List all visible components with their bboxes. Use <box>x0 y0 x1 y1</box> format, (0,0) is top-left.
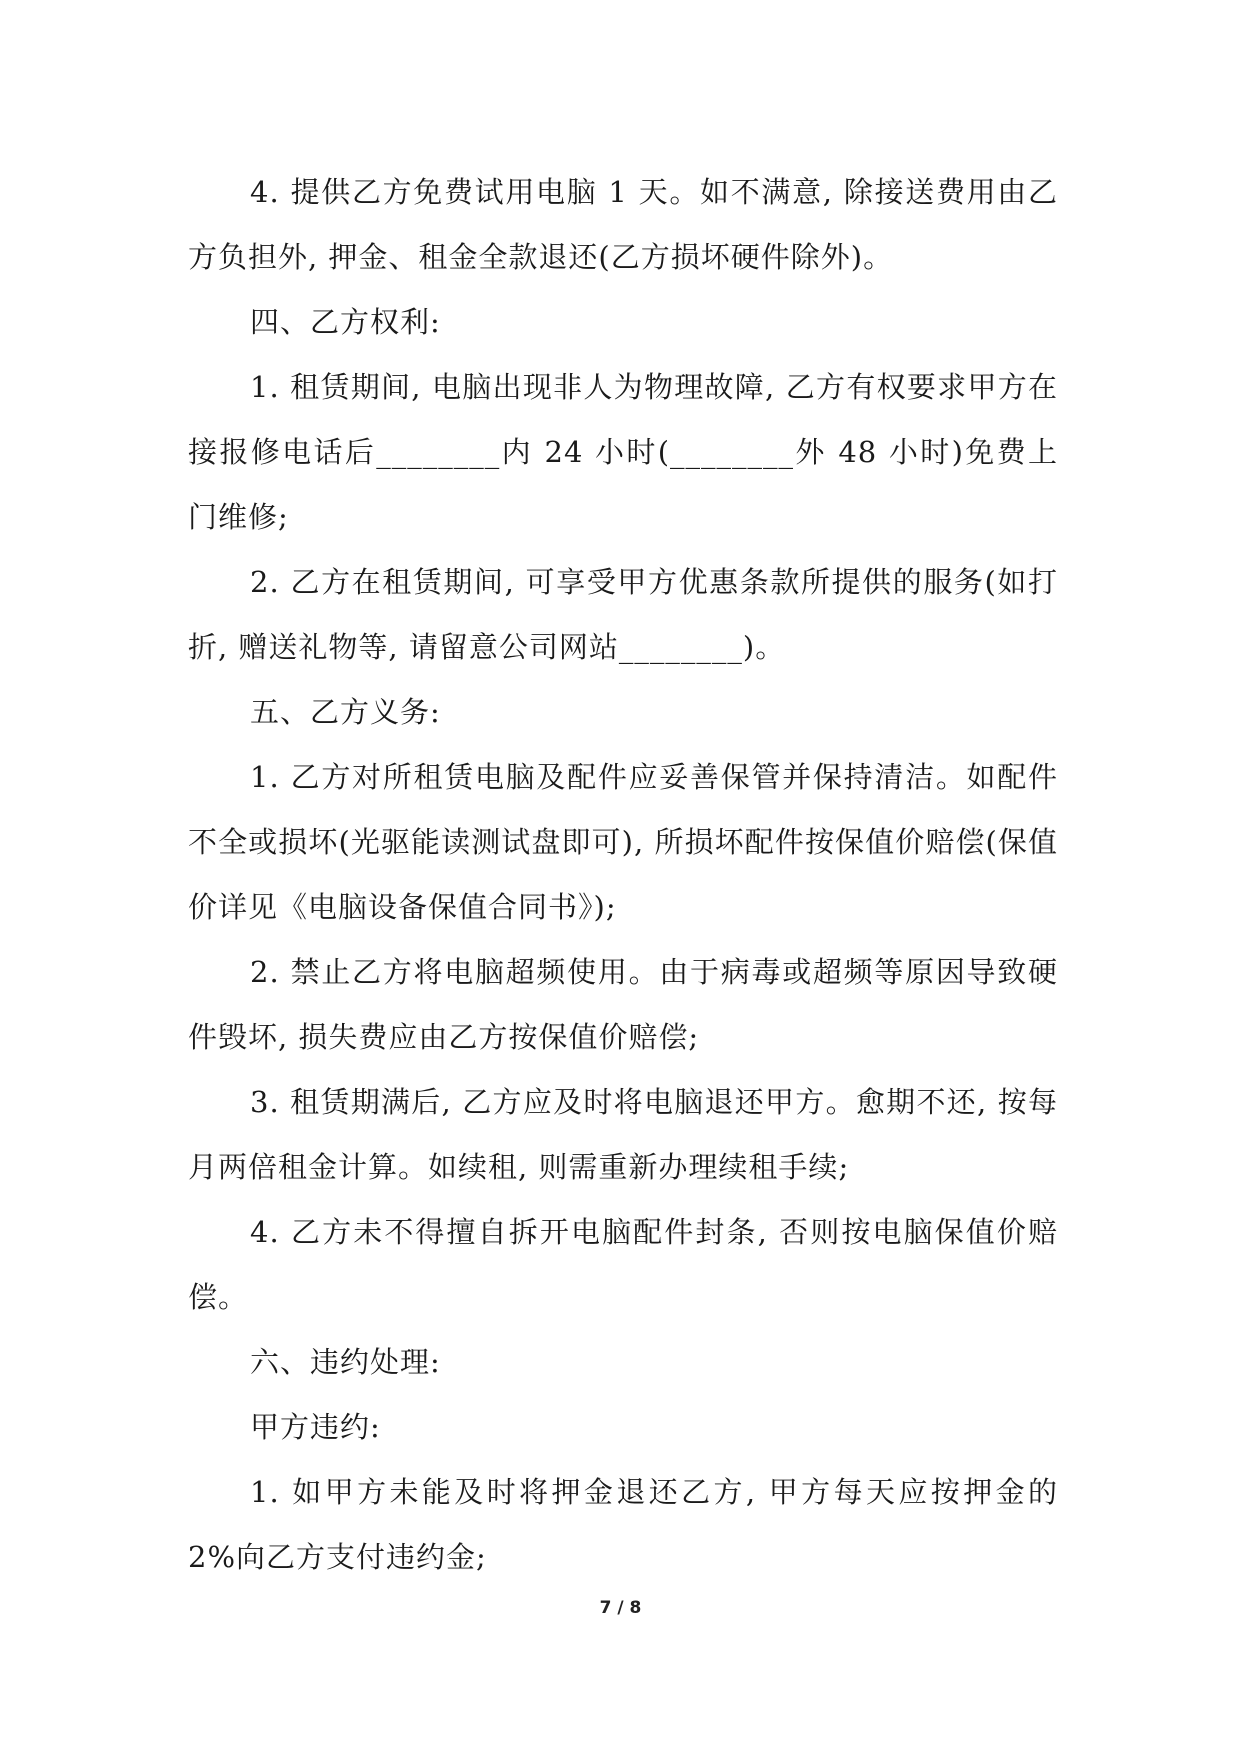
page-number: 7 / 8 <box>599 1598 642 1618</box>
paragraph-deposit-penalty: 1. 如甲方未能及时将押金退还乙方, 甲方每天应按押金的 2%向乙方支付违约金; <box>188 1475 1058 1574</box>
heading-party-b-obligations: 五、乙方义务: <box>250 695 441 729</box>
paragraph-repair-rights: 1. 租赁期间, 电脑出现非人为物理故障, 乙方有权要求甲方在接报修电话后________内 24 小时(________外 48 小时)免费上门维修; <box>188 370 1058 534</box>
paragraph-no-seal-removal: 4. 乙方未不得擅自拆开电脑配件封条, 否则按电脑保值价赔偿。 <box>188 1215 1058 1314</box>
document-body <box>188 160 1058 1590</box>
paragraph-return-on-expiry: 3. 租赁期满后, 乙方应及时将电脑退还甲方。愈期不还, 按每月两倍租金计算。如续租, 则需重新办理续租手续; <box>188 1085 1058 1184</box>
subheading-party-a-breach: 甲方违约: <box>250 1410 381 1444</box>
heading-breach-handling: 六、违约处理: <box>250 1345 441 1379</box>
paragraph-care-of-equipment: 1. 乙方对所租赁电脑及配件应妥善保管并保持清洁。如配件不全或损坏(光驱能读测试盘即可), 所损坏配件按保值价赔偿(保值价详见《电脑设备保值合同书》); <box>188 760 1058 924</box>
paragraph-discount-services: 2. 乙方在租赁期间, 可享受甲方优惠条款所提供的服务(如打折, 赠送礼物等, 请留意公司网站________)。 <box>188 565 1058 664</box>
paragraph-trial-refund: 4. 提供乙方免费试用电脑 1 天。如不满意, 除接送费用由乙方负担外, 押金、租金全款退还(乙方损坏硬件除外)。 <box>188 175 1058 274</box>
paragraph-no-overclocking: 2. 禁止乙方将电脑超频使用。由于病毒或超频等原因导致硬件毁坏, 损失费应由乙方按保值价赔偿; <box>188 955 1058 1054</box>
heading-party-b-rights: 四、乙方权利: <box>250 305 441 339</box>
